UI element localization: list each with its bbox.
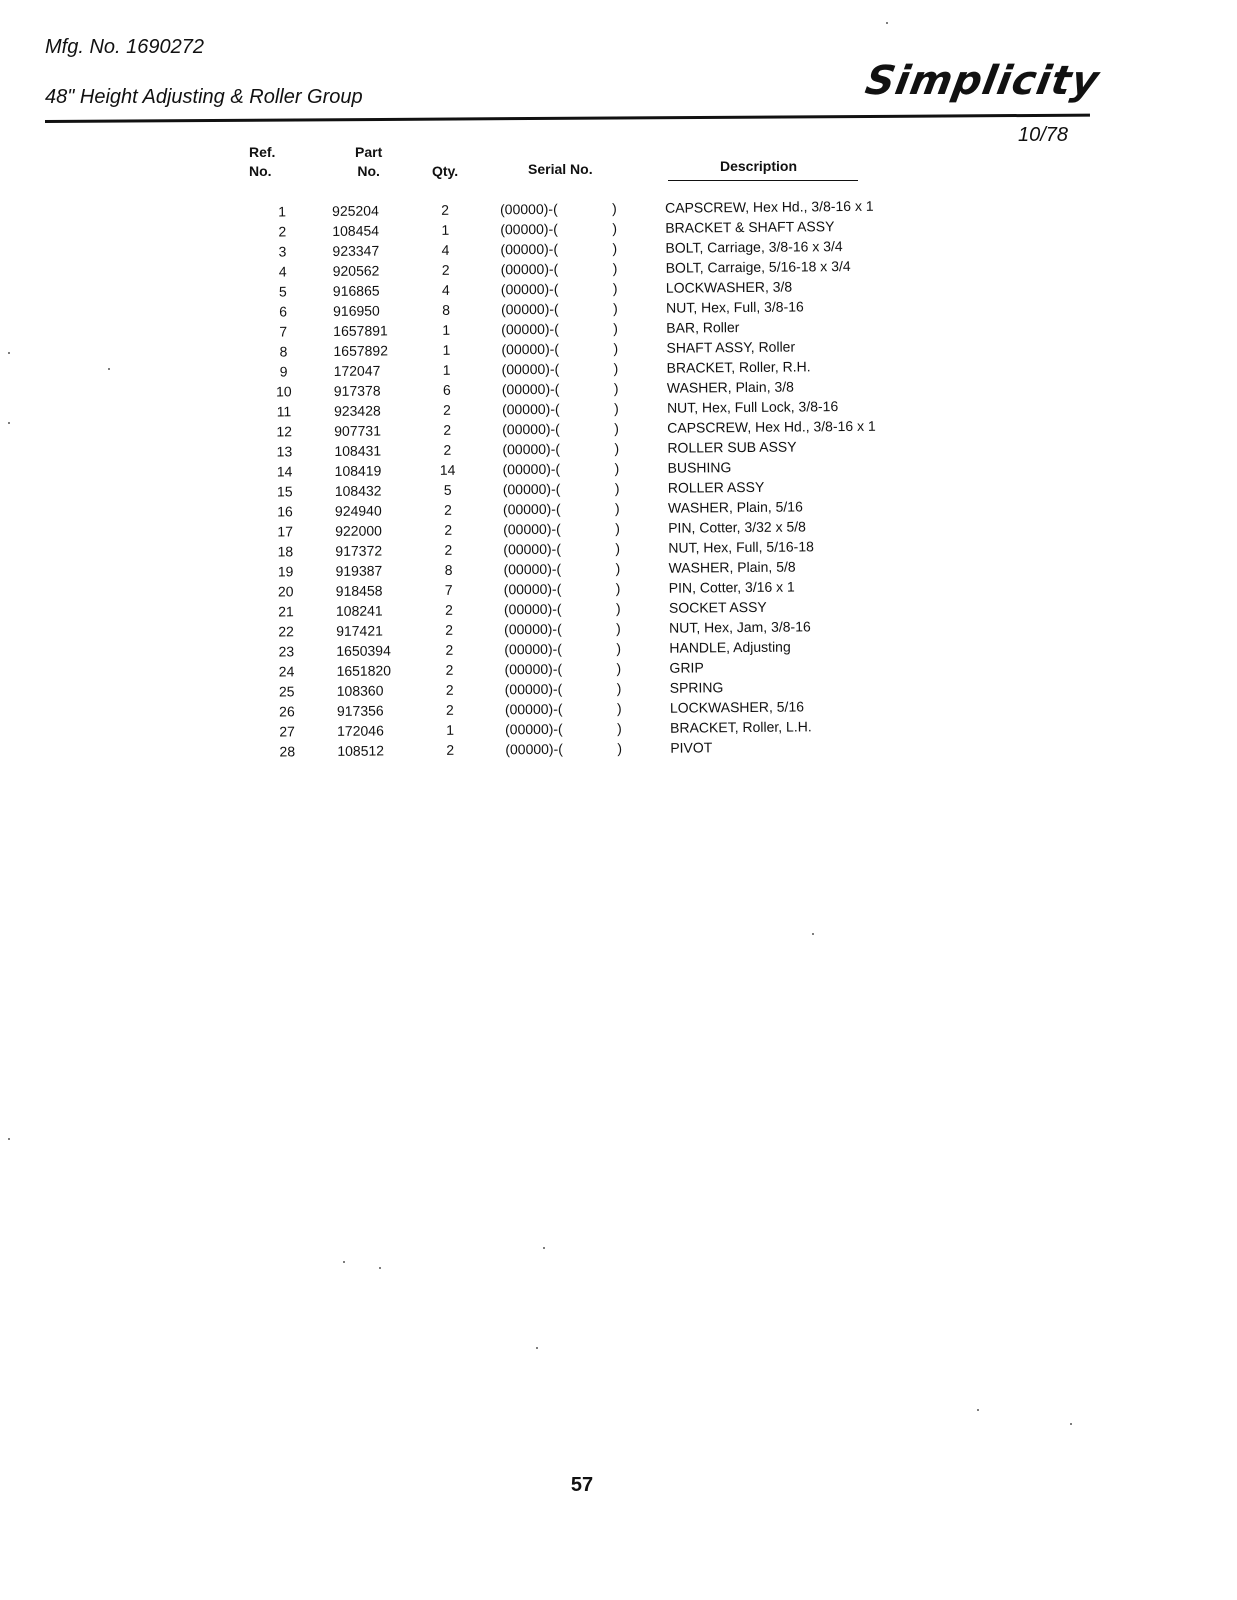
description-header-underline — [668, 180, 858, 181]
serial-close-cell: ) — [612, 300, 618, 317]
ref-cell: 13 — [276, 443, 293, 460]
serial-number-cell: (00000)-( — [501, 340, 560, 358]
part-number-cell: 1657891 — [333, 322, 388, 339]
column-header-serial: Serial No. — [528, 161, 593, 177]
description-cell: PIVOT — [670, 739, 713, 756]
scan-speck — [108, 368, 110, 370]
ref-cell: 6 — [279, 303, 288, 320]
serial-close-cell: ) — [616, 700, 622, 717]
description-cell: PIN, Cotter, 3/16 x 1 — [668, 578, 795, 596]
quantity-cell: 2 — [444, 521, 453, 538]
ref-cell: 7 — [279, 323, 288, 340]
ref-cell: 26 — [279, 703, 295, 720]
quantity-cell: 2 — [443, 401, 451, 418]
quantity-cell: 1 — [442, 361, 451, 378]
scan-speck — [886, 22, 888, 24]
description-cell: BAR, Roller — [666, 319, 740, 336]
ref-cell: 20 — [277, 583, 294, 600]
quantity-cell: 8 — [442, 301, 451, 318]
revision-date: 10/78 — [1018, 124, 1069, 146]
quantity-cell: 2 — [445, 661, 454, 678]
quantity-cell: 2 — [441, 201, 450, 218]
ref-cell: 28 — [279, 743, 296, 760]
quantity-cell: 7 — [444, 581, 453, 598]
serial-close-cell: ) — [615, 580, 621, 597]
column-header-description: Description — [720, 158, 798, 174]
serial-number-cell: (00000)-( — [501, 320, 559, 338]
quantity-cell: 1 — [446, 721, 455, 738]
part-number-cell: 1657892 — [333, 342, 389, 359]
scan-speck — [977, 1409, 979, 1411]
quantity-cell: 2 — [445, 621, 454, 638]
serial-close-cell: ) — [614, 420, 619, 437]
ref-cell: 27 — [279, 723, 295, 740]
description-cell: LOCKWASHER, 5/16 — [669, 698, 805, 716]
serial-number-cell: (00000)-( — [502, 440, 561, 458]
quantity-cell: 2 — [443, 441, 452, 458]
serial-number-cell: (00000)-( — [503, 600, 562, 618]
group-title: 48" Height Adjusting & Roller Group — [45, 86, 363, 108]
part-number-cell: 923347 — [332, 242, 380, 259]
column-header-part-text: Part No. — [355, 144, 383, 179]
serial-number-cell: (00000)-( — [502, 480, 561, 498]
part-number-cell: 1650394 — [336, 642, 391, 659]
quantity-cell: 2 — [445, 701, 454, 718]
description-cell: BOLT, Carraige, 5/16-18 x 3/4 — [665, 257, 851, 276]
ref-cell: 8 — [279, 343, 288, 360]
ref-cell: 1 — [278, 203, 287, 220]
serial-number-cell: (00000)-( — [500, 280, 559, 298]
scan-speck — [8, 1138, 10, 1140]
serial-number-cell: (00000)-( — [503, 520, 561, 538]
description-cell: BRACKET & SHAFT ASSY — [665, 218, 835, 236]
ref-cell: 19 — [277, 563, 294, 580]
quantity-cell: 4 — [441, 241, 450, 258]
quantity-cell: 2 — [445, 641, 454, 658]
ref-cell: 14 — [276, 463, 293, 480]
description-cell: SHAFT ASSY, Roller — [666, 338, 796, 356]
description-cell: NUT, Hex, Full, 5/16-18 — [668, 538, 814, 556]
serial-close-cell: ) — [615, 560, 621, 577]
part-number-cell: 917356 — [336, 702, 384, 719]
description-cell: BUSHING — [667, 459, 732, 476]
serial-close-cell: ) — [616, 680, 622, 697]
part-number-cell: 918458 — [335, 582, 383, 599]
quantity-cell: 2 — [445, 681, 454, 698]
part-number-cell: 917372 — [335, 542, 383, 559]
ref-cell: 25 — [278, 683, 295, 700]
serial-number-cell: (00000)-( — [501, 380, 560, 398]
serial-number-cell: (00000)-( — [500, 240, 559, 258]
ref-cell: 9 — [279, 363, 288, 380]
quantity-cell: 14 — [439, 461, 456, 478]
ref-cell: 24 — [278, 663, 295, 680]
ref-cell: 18 — [277, 543, 294, 560]
part-number-cell: 1651820 — [336, 662, 392, 679]
part-number-cell: 925204 — [332, 202, 379, 219]
part-number-cell: 108432 — [334, 482, 382, 499]
scan-speck — [8, 352, 10, 354]
description-cell: CAPSCREW, Hex Hd., 3/8-16 x 1 — [667, 417, 876, 436]
serial-number-cell: (00000)-( — [505, 720, 563, 738]
description-cell: LOCKWASHER, 3/8 — [665, 278, 793, 296]
description-cell: ROLLER SUB ASSY — [667, 438, 797, 456]
ref-cell: 11 — [276, 403, 292, 420]
page-number: 57 — [570, 1474, 594, 1496]
part-number-cell: 920562 — [332, 262, 380, 279]
description-cell: WASHER, Plain, 5/8 — [668, 558, 796, 576]
column-header-ref-text: Ref. No. — [249, 144, 276, 179]
ref-cell: 16 — [277, 503, 293, 520]
scan-speck — [8, 422, 10, 424]
serial-number-cell: (00000)-( — [503, 560, 562, 578]
serial-close-cell: ) — [614, 480, 620, 497]
part-number-cell: 108241 — [335, 602, 383, 619]
part-number-cell: 917421 — [336, 622, 383, 639]
part-number-cell: 922000 — [335, 522, 382, 539]
serial-number-cell: (00000)-( — [501, 400, 560, 418]
description-cell: NUT, Hex, Full Lock, 3/8-16 — [666, 398, 839, 416]
serial-number-cell: (00000)-( — [504, 700, 563, 718]
description-cell: WASHER, Plain, 3/8 — [666, 378, 794, 396]
part-number-cell: 108360 — [336, 682, 384, 699]
part-number-cell: 923428 — [333, 402, 381, 419]
serial-close-cell: ) — [613, 320, 618, 337]
quantity-cell: 2 — [444, 541, 453, 558]
part-number-cell: 172047 — [333, 362, 381, 379]
description-cell: WASHER, Plain, 5/16 — [667, 498, 803, 516]
serial-number-cell: (00000)-( — [503, 540, 562, 558]
serial-close-cell: ) — [616, 660, 622, 677]
part-number-cell: 172046 — [337, 722, 384, 739]
serial-number-cell: (00000)-( — [500, 200, 558, 218]
quantity-cell: 2 — [446, 741, 455, 758]
part-number-cell: 924940 — [334, 502, 382, 519]
description-cell: PIN, Cotter, 3/32 x 5/8 — [668, 518, 806, 536]
serial-number-cell: (00000)-( — [504, 680, 563, 698]
column-header-ref — [249, 143, 275, 181]
ref-cell: 23 — [278, 643, 295, 660]
part-number-cell: 108454 — [332, 222, 380, 239]
quantity-cell: 1 — [442, 321, 451, 338]
description-cell: SPRING — [669, 679, 724, 696]
scan-speck — [543, 1247, 545, 1249]
part-number-cell: 919387 — [335, 562, 383, 579]
ref-cell: 4 — [278, 263, 287, 280]
quantity-cell: 2 — [444, 601, 453, 618]
serial-number-cell: (00000)-( — [504, 660, 563, 678]
ref-cell: 21 — [278, 603, 294, 620]
quantity-cell: 2 — [441, 261, 450, 278]
serial-close-cell: ) — [615, 540, 621, 557]
serial-close-cell: ) — [616, 640, 622, 657]
part-number-cell: 108419 — [334, 462, 382, 479]
part-number-cell: 917378 — [333, 382, 381, 399]
brand-logo: Simplicity — [861, 58, 1103, 104]
ref-cell: 17 — [277, 523, 294, 540]
description-cell: ROLLER ASSY — [667, 478, 765, 496]
description-cell: CAPSCREW, Hex Hd., 3/8-16 x 1 — [665, 197, 874, 216]
ref-cell: 2 — [278, 223, 287, 240]
description-cell: BRACKET, Roller, L.H. — [670, 718, 812, 736]
serial-number-cell: (00000)-( — [500, 220, 558, 238]
ref-cell: 22 — [278, 623, 295, 640]
serial-number-cell: (00000)-( — [505, 740, 563, 758]
quantity-cell: 2 — [443, 421, 452, 438]
quantity-cell: 2 — [444, 501, 452, 518]
serial-close-cell: ) — [613, 380, 619, 397]
serial-number-cell: (00000)-( — [502, 460, 561, 478]
serial-number-cell: (00000)-( — [502, 420, 560, 438]
header-rule — [45, 114, 1090, 123]
quantity-cell: 1 — [442, 341, 451, 358]
ref-cell: 15 — [276, 483, 293, 500]
part-number-cell: 916865 — [332, 282, 380, 299]
serial-close-cell: ) — [612, 260, 618, 277]
serial-close-cell: ) — [616, 620, 621, 637]
description-cell: BRACKET, Roller, R.H. — [666, 358, 811, 376]
description-cell: GRIP — [669, 659, 704, 676]
part-number-cell: 916950 — [332, 302, 380, 319]
serial-number-cell: (00000)-( — [500, 300, 559, 318]
part-number-cell: 108512 — [337, 742, 385, 759]
column-header-qty: Qty. — [432, 163, 459, 179]
serial-close-cell: ) — [617, 740, 623, 757]
serial-number-cell: (00000)-( — [501, 360, 560, 378]
serial-number-cell: (00000)-( — [504, 640, 562, 658]
description-cell: NUT, Hex, Jam, 3/8-16 — [669, 618, 811, 636]
serial-number-cell: (00000)-( — [503, 580, 562, 598]
quantity-cell: 4 — [441, 281, 450, 298]
ref-cell: 10 — [275, 383, 292, 400]
scan-speck — [1070, 1423, 1072, 1425]
part-number-cell: 108431 — [334, 442, 382, 459]
serial-number-cell: (00000)-( — [504, 620, 562, 638]
mfg-number: Mfg. No. 1690272 — [45, 36, 204, 58]
quantity-cell: 5 — [443, 481, 452, 498]
description-cell: HANDLE, Adjusting — [669, 638, 791, 656]
description-cell: BOLT, Carriage, 3/8-16 x 3/4 — [665, 238, 843, 256]
serial-number-cell: (00000)-( — [500, 260, 559, 278]
serial-close-cell: ) — [615, 520, 620, 537]
description-cell: NUT, Hex, Full, 3/8-16 — [665, 298, 804, 316]
parts-table-body — [0, 192, 1237, 764]
quantity-cell: 6 — [442, 381, 451, 398]
serial-close-cell: ) — [612, 280, 618, 297]
serial-close-cell: ) — [614, 500, 620, 517]
quantity-cell: 1 — [441, 221, 450, 238]
scan-speck — [536, 1347, 538, 1349]
ref-cell: 3 — [278, 243, 287, 260]
quantity-cell: 8 — [444, 561, 453, 578]
part-number-cell: 907731 — [334, 422, 382, 439]
serial-close-cell: ) — [615, 600, 621, 617]
serial-close-cell: ) — [613, 400, 619, 417]
serial-close-cell: ) — [613, 340, 619, 357]
scan-speck — [812, 933, 814, 935]
scan-speck — [379, 1267, 381, 1269]
column-header-part — [355, 143, 382, 181]
ref-cell: 5 — [278, 283, 287, 300]
serial-close-cell: ) — [612, 200, 617, 217]
scan-speck — [343, 1261, 345, 1263]
serial-close-cell: ) — [612, 220, 618, 237]
description-cell: SOCKET ASSY — [668, 598, 767, 616]
serial-close-cell: ) — [617, 720, 622, 737]
serial-close-cell: ) — [614, 440, 620, 457]
serial-close-cell: ) — [613, 360, 619, 377]
serial-close-cell: ) — [612, 240, 618, 257]
serial-close-cell: ) — [614, 460, 620, 477]
serial-number-cell: (00000)-( — [502, 500, 561, 518]
ref-cell: 12 — [276, 423, 293, 440]
